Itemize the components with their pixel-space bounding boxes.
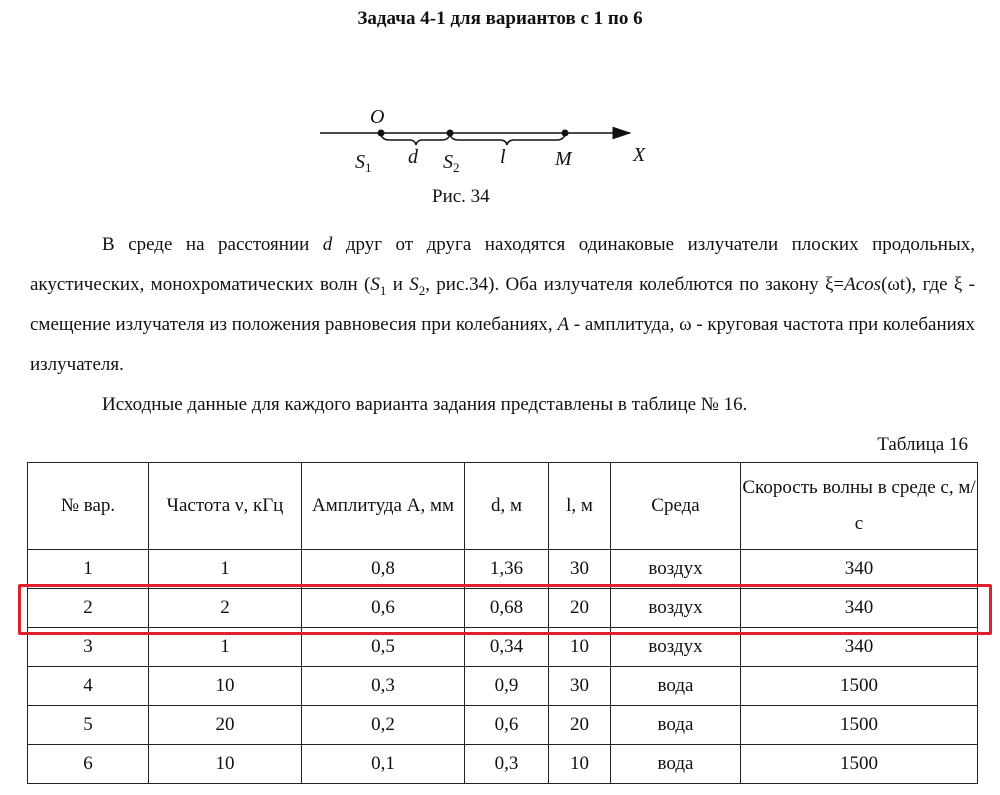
table-cell: воздух [611, 550, 741, 589]
table-cell: 4 [28, 667, 149, 706]
label-d: d [408, 146, 418, 168]
header-medium: Среда [611, 463, 741, 550]
label-l: l [500, 146, 506, 168]
table-cell: 3 [28, 628, 149, 667]
figure-34 [300, 95, 680, 210]
table-row [28, 745, 978, 784]
brace-d [381, 135, 450, 145]
table-cell: вода [611, 667, 741, 706]
table-cell: воздух [611, 628, 741, 667]
table-cell: 2 [28, 589, 149, 628]
label-o: O [370, 106, 385, 128]
paragraph-1: В среде на расстоянии d друг от друга находятся одинаковые излучатели плоских продольных, акустических, монохроматических волн ($S_1$ и $S_2$, рис.34). Оба излучателя колеблются по закону ξ=Acos(ωt), где ξ - смещение излучателя из положения равновесия при колебаниях, A - амплитуда, ω - круговая частота при колебаниях излучателя. [30, 234, 976, 375]
table-cell: вода [611, 745, 741, 784]
header-speed: Скорость волны в среде c, м/с [741, 463, 978, 550]
table-cell: 1 [28, 550, 149, 589]
table-cell: 0,5 [302, 628, 465, 667]
table-cell: 1 [149, 550, 302, 589]
table-cell: 0,3 [302, 667, 465, 706]
table-cell: 30 [549, 550, 611, 589]
header-d: d, м [465, 463, 549, 550]
task-title: Задача 4-1 для вариантов с 1 по 6 [357, 8, 643, 29]
header-variant: № вар. [28, 463, 149, 550]
table-cell: 0,68 [465, 589, 549, 628]
paragraph-2: Исходные данные для каждого варианта задания представлены в таблице № 16. [102, 394, 748, 415]
table-cell: 0,1 [302, 745, 465, 784]
table-cell: 30 [549, 667, 611, 706]
table-cell: 0,8 [302, 550, 465, 589]
header-amplitude: Амплитуда A, мм [302, 463, 465, 550]
table-cell: 1500 [741, 745, 978, 784]
table-cell: воздух [611, 589, 741, 628]
label-s2: $S_2$ [443, 151, 460, 175]
label-m: M [555, 148, 572, 170]
table-cell: 10 [149, 745, 302, 784]
table-cell: 1500 [741, 667, 978, 706]
label-s1: $S_1$ [355, 151, 372, 175]
label-x: X [633, 144, 646, 166]
table-cell: 2 [149, 589, 302, 628]
brace-l [450, 135, 565, 145]
table-cell: 20 [549, 589, 611, 628]
table-cell: 20 [149, 706, 302, 745]
table-row [28, 550, 978, 589]
table-row [28, 706, 978, 745]
table-cell: 0,6 [465, 706, 549, 745]
header-frequency: Частота ν, кГц [149, 463, 302, 550]
table-cell: 6 [28, 745, 149, 784]
table-cell: 0,3 [465, 745, 549, 784]
header-l: l, м [549, 463, 611, 550]
table-cell: 340 [741, 628, 978, 667]
table-cell: 10 [149, 667, 302, 706]
table-cell: 0,9 [465, 667, 549, 706]
table-cell: 5 [28, 706, 149, 745]
table-cell: 10 [549, 745, 611, 784]
table-cell: 340 [741, 550, 978, 589]
table-row [28, 667, 978, 706]
table-cell: 0,2 [302, 706, 465, 745]
figure-caption: Рис. 34 [432, 186, 490, 207]
table-cell: 10 [549, 628, 611, 667]
table-cell: 1500 [741, 706, 978, 745]
table-cell: 1,36 [465, 550, 549, 589]
table-cell: 0,6 [302, 589, 465, 628]
highlight-box [18, 584, 992, 635]
table-cell: 20 [549, 706, 611, 745]
table-cell: вода [611, 706, 741, 745]
table-cell: 340 [741, 589, 978, 628]
table-cell: 1 [149, 628, 302, 667]
table-cell: 0,34 [465, 628, 549, 667]
table-caption: Таблица 16 [877, 434, 968, 455]
